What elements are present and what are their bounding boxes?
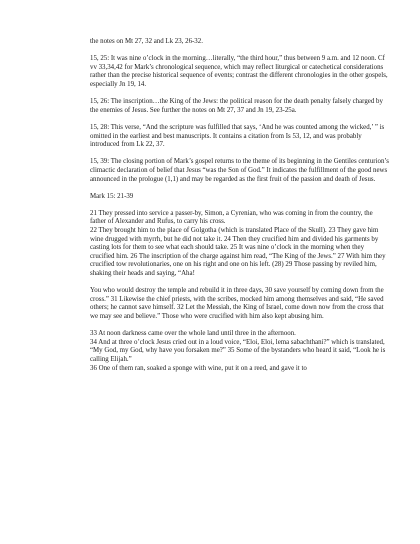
note-15-28: 15, 28: This verse, “And the scripture was fulfilled that says, ‘And he was counted among the wicked,’ ” is omitted in the earliest and best manuscripts. It contains a citation from Is 53, 12, and was probably introduced from Lk 22, 37.	[90, 123, 385, 149]
verses-34-35: 34 And at three o’clock Jesus cried out in a loud voice, “Eloi, Eloi, lema sabachthani?” which is translated, “My God, my God, why have you forsaken me?” 35 Some of the bystanders who heard it said, “Look he is calling Elijah.”	[90, 338, 386, 363]
note-15-25: 15, 25: It was nine o’clock in the morning…literally, “the third hour,” thus between 9 a.m. and 12 noon. Cf vv 33,34,42 for Mark’s chronological sequence, which may reflect liturgical or catechetical considerations rather than the precise historical sequence of events; contrast the different chronologies in the other gospels, especially Jn 19, 14.	[90, 55, 388, 88]
verse-36: 36 One of them ran, soaked a sponge with wine, put it on a reed, and gave it to	[90, 364, 307, 372]
verse-21: 21 They pressed into service a passer-by, Simon, a Cyrenian, who was coming in from the country, the father of Alexander and Rufus, to carry his cross.	[90, 209, 373, 226]
verses-29-32: You who would destroy the temple and rebuild it in three days, 30 save yourself by coming down from the cross.” 31 Likewise the chief priests, with the scribes, mocked him among themselves and said, “He saved others; he cannot save himself. 32 Let the Messiah, the King of Israel, come down now from the cross that we may see and believe.” Those who were crucified with him also kept abusing him.	[90, 287, 384, 320]
verse-33: 33 At noon darkness came over the whole land until three in the afternoon.	[90, 330, 296, 338]
note-continuation: the notes on Mt 27, 32 and Lk 23, 26-32.	[90, 38, 203, 45]
note-15-39: 15, 39: The closing portion of Mark’s gospel returns to the theme of its beginning in the Gentiles centurion’s climactic declaration of belief that Jesus “was the Son of God.” It indicates the fulfillment of the good news announced in the prologue (1,1) and may be regarded as the first fruit of the passion and death of Jesus.	[90, 158, 389, 183]
document-body	[90, 38, 390, 373]
verses-22-29: 22 They brought him to the place of Golgotha (which is translated Place of the Skull). 23 They gave him wine drugged with myrrh, but he did not take it. 24 Then they crucified him and divided his garments by casting lots for them to see what each should take. 25 It was nine o’clock in the morning when they crucified him. 26 The inscription of the charge against him read, “The King of the Jews.” 27 With him they crucified tow revolutionaries, one on his right and one on his left. (28) 29 Those passing by reviled him, shaking their heads and saying, “Aha!	[90, 227, 386, 278]
note-15-26: 15, 26: The inscription…the King of the Jews: the political reason for the death penalty falsely charged by the enemies of Jesus. See further the notes on Mt 27, 37 and Jn 19, 23-25a.	[90, 98, 383, 114]
passage-heading: Mark 15: 21-39	[90, 192, 134, 200]
